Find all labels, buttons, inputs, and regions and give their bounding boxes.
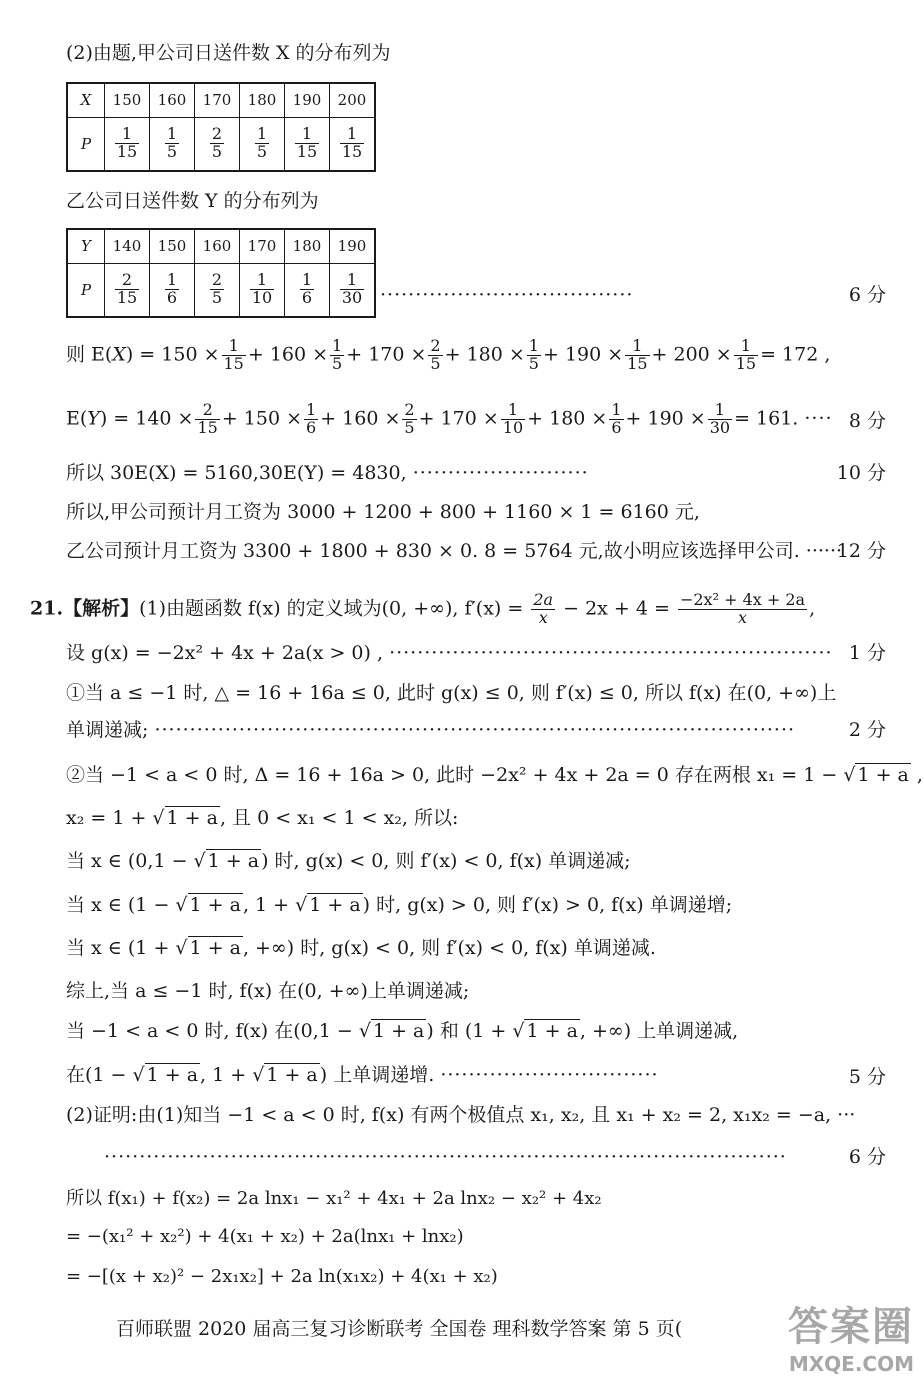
jia-salary-line: 所以,甲公司预计月工资为 3000 + 1200 + 800 + 1160 × 1 = 6160 元, (66, 501, 700, 523)
distribution-table-y (66, 228, 376, 318)
table-x-prob: $\frac{1}{15}$ (296, 124, 318, 162)
table-x-value: 170 (195, 83, 240, 117)
watermark-site: MXQE.COM (788, 1352, 914, 1376)
dot-leader: ································································································· (104, 1146, 787, 1168)
table-y-value: 150 (150, 229, 195, 263)
yi-salary-line: 乙公司预计月工资为 3300 + 1800 + 830 × 0. 8 = 5764 元,故小明应该选择甲公司. ······ (66, 540, 843, 562)
interval3-line: 当 x ∈ (1 + √ 1 + a , +∞) 时, g(x) < 0, 则 f′(x) < 0, f(x) 单调递减. (66, 937, 656, 959)
score-6b: 6 分 (848, 1146, 886, 1168)
equation-line-1: 所以 f(x₁) + f(x₂) = 2a lnx₁ − x₁² + 4x₁ + 2a lnx₂ − x₂² + 4x₂ (66, 1188, 602, 1209)
score-1: 1 分 (848, 642, 886, 664)
distribution-table-x (66, 82, 376, 172)
table-y-prob: $\frac{1}{6}$ (301, 270, 313, 308)
table-x-prob: $\frac{1}{5}$ (166, 124, 178, 162)
q21-tag: 【解析】 (63, 597, 140, 620)
derivative-fraction-2: $\frac{\text{−2x² + 4x + 2a}}{x}$ (679, 590, 806, 627)
table-x-prob: $\frac{2}{5}$ (211, 124, 223, 162)
score-12: 12 分 (836, 540, 886, 562)
table-y-value: 160 (195, 229, 240, 263)
table-x-prob: $\frac{1}{15}$ (116, 124, 138, 162)
q21-number: 21. (30, 597, 64, 620)
q21-heading: 21.【解析】(1)由题函数 f(x) 的定义域为(0, +∞), f′(x) = $\frac{2a}{x}$ − 2x + 4 = $\frac{\text{−2x² + 4x + 2a}}{x}$ , (30, 590, 816, 627)
equation-line-2: = −(x₁² + x₂²) + 4(x₁ + x₂) + 2a(lnx₁ + lnx₂) (66, 1226, 464, 1247)
table-y-prob: $\frac{1}{10}$ (251, 270, 273, 308)
expectation-y: E(Y) = 140 × $\frac{2}{15}$ + 150 × $\frac{1}{6}$ + 160 × $\frac{2}{5}$ + 170 × $\frac{1}{10}$ + 180 × $\frac{1}{6}$ + 190 × $\frac{1}{30}$ = 161. ···· (66, 400, 833, 437)
table-y-value: 170 (240, 229, 285, 263)
table-y-value: 180 (285, 229, 330, 263)
table-y-value: 190 (330, 229, 376, 263)
table-x-prob: $\frac{1}{15}$ (341, 124, 363, 162)
ey-result: = 161. (734, 407, 799, 430)
table-x-value: 190 (285, 83, 330, 117)
watermark-logo: 答案圈 (788, 1304, 914, 1350)
table-y-prob-label: P (67, 263, 105, 317)
q21-text: (1)由题函数 f(x) 的定义域为(0, +∞), f′(x) = (139, 597, 524, 620)
page-footer: 百师联盟 2020 届高三复习诊断联考 全国卷 理科数学答案 第 5 页( (116, 1318, 683, 1340)
table-x-value: 160 (150, 83, 195, 117)
table-y-value: 140 (105, 229, 150, 263)
equation-line-3: = −[(x + x₂)² − 2x₁x₂] + 2a ln(x₁x₂) + 4(x₁ + x₂) (66, 1266, 498, 1287)
derivative-fraction-1: $\frac{2a}{x}$ (533, 590, 554, 627)
table-y-prob: $\frac{1}{30}$ (341, 270, 363, 308)
table-x-prob: $\frac{1}{5}$ (256, 124, 268, 162)
x2-line: x₂ = 1 + √ 1 + a , 且 0 < x₁ < 1 < x₂, 所以: (66, 807, 459, 829)
interval1-line: 当 x ∈ (0,1 − √ 1 + a ) 时, g(x) < 0, 则 f′(x) < 0, f(x) 单调递减; (66, 850, 631, 872)
part2-proof-line: (2)证明:由(1)知当 −1 < a < 0 时, f(x) 有两个极值点 x₁, x₂, 且 x₁ + x₂ = 2, x₁x₂ = −a, ··· (66, 1104, 856, 1126)
score-10: 10 分 (836, 462, 886, 484)
dot-leader: ···································· (380, 284, 634, 306)
table-y-intro: 乙公司日送件数 Y 的分布列为 (66, 190, 319, 212)
watermark (788, 1295, 914, 1376)
table-y-prob: $\frac{2}{15}$ (116, 270, 138, 308)
expectation-x: 则 E(X) = 150 × $\frac{1}{15}$ + 160 × $\frac{1}{5}$ + 170 × $\frac{2}{5}$ + 180 × $\frac{1}{5}$ + 190 × $\frac{1}{15}$ + 200 × $\frac{1}{15}$ = 172 , (66, 336, 831, 373)
table-y-var-label: Y (67, 229, 105, 263)
ex-result: = 172 , (760, 343, 831, 366)
case2-line: ②当 −1 < a < 0 时, Δ = 16 + 16a > 0, 此时 −2x² + 4x + 2a = 0 存在两根 x₁ = 1 − √ 1 + a , (66, 764, 923, 786)
table-x-value: 180 (240, 83, 285, 117)
score-8: 8 分 (848, 410, 886, 432)
summary-line: 综上,当 a ≤ −1 时, f(x) 在(0, +∞)上单调递减; (66, 980, 470, 1002)
interval2-line: 当 x ∈ (1 − √ 1 + a , 1 + √ 1 + a ) 时, g(x) > 0, 则 f′(x) > 0, f(x) 单调递增; (66, 894, 733, 916)
table-y-prob: $\frac{2}{5}$ (211, 270, 223, 308)
score-6: 6 分 (848, 284, 886, 306)
case1-line: ①当 a ≤ −1 时, △ = 16 + 16a ≤ 0, 此时 g(x) ≤ 0, 则 f′(x) ≤ 0, 所以 f(x) 在(0, +∞)上 (66, 682, 837, 704)
set-g-line: 设 g(x) = −2x² + 4x + 2a(x > 0) , ······························································· (66, 642, 833, 664)
table-x-value: 200 (330, 83, 376, 117)
case1-cont-line: 单调递减; ··························································································· (66, 719, 796, 741)
score-5: 5 分 (848, 1066, 886, 1088)
summary3-line: 在(1 − √ 1 + a , 1 + √ 1 + a ) 上单调递增. ······························· (66, 1064, 659, 1086)
table-x-value: 150 (105, 83, 150, 117)
table-y-prob: $\frac{1}{6}$ (166, 270, 178, 308)
line-30: 所以 30E(X) = 5160,30E(Y) = 4830, ························· (66, 462, 589, 484)
table-x-prob-label: P (67, 117, 105, 171)
score-2: 2 分 (848, 719, 886, 741)
table-x-var-label: X (67, 83, 105, 117)
summary2-line: 当 −1 < a < 0 时, f(x) 在(0,1 − √ 1 + a ) 和 (1 + √ 1 + a , +∞) 上单调递减, (66, 1020, 739, 1042)
part2-intro: (2)由题,甲公司日送件数 X 的分布列为 (66, 42, 391, 64)
